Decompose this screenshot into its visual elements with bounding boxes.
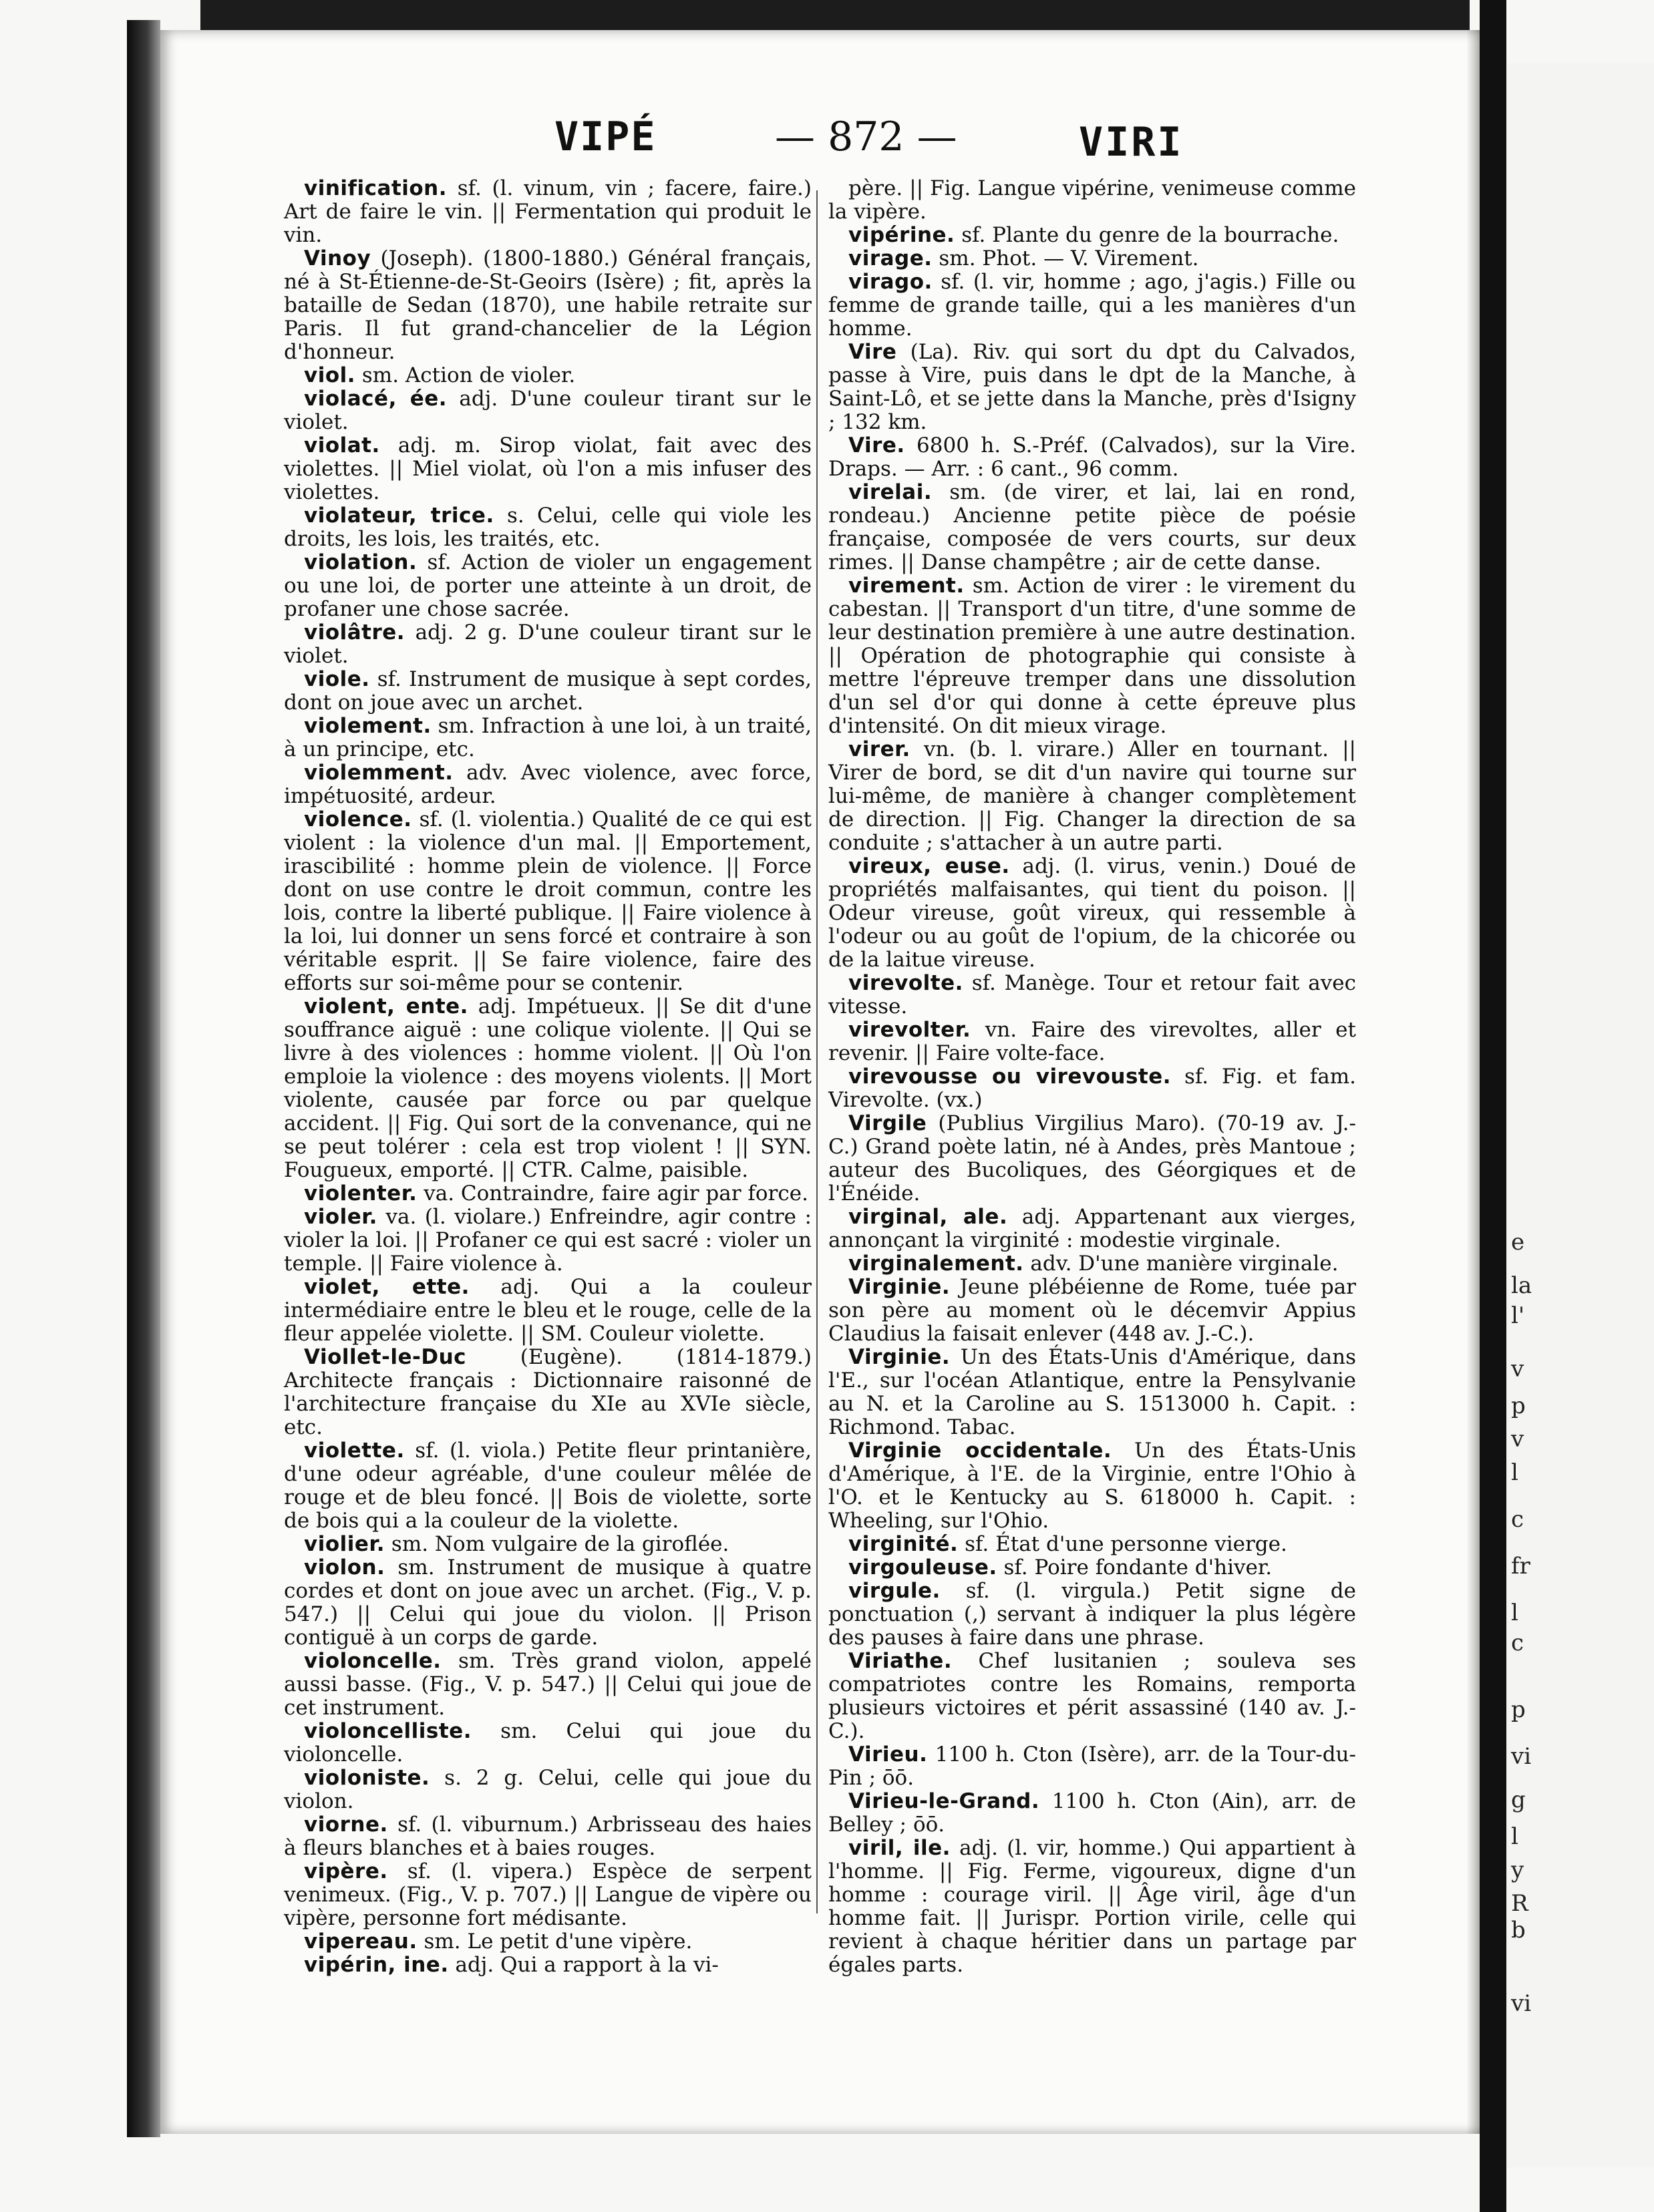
- entry-headword: virevousse ou virevouste.: [848, 1065, 1172, 1089]
- entry-definition: vn. Faire des virevoltes, aller et revenir. || Faire volte-face.: [828, 1018, 1356, 1065]
- entry-headword: vinification.: [304, 176, 448, 200]
- entry-definition: sm. Phot. — V. Virement.: [932, 246, 1199, 270]
- entry-headword: virevolte.: [848, 971, 963, 995]
- dictionary-entry: [284, 715, 812, 761]
- entry-headword: Vire.: [848, 433, 905, 457]
- entry-definition: adj. m. Sirop violat, fait avec des violettes. || Miel violat, où l'on a mis infuser des violettes.: [284, 433, 812, 504]
- dictionary-entry: [828, 1790, 1356, 1837]
- entry-definition: adj. 2 g. D'une couleur tirant sur le violet.: [284, 620, 812, 668]
- dictionary-entry: [828, 1439, 1356, 1533]
- dictionary-entry: [284, 808, 812, 995]
- entry-definition: adj. (l. virus, venin.) Doué de propriétés malfaisantes, qui tient du poison. || Odeur vireuse, goût vireux, qui ressemble à l'odeur ou au goût de l'opium, de la chicorée ou de la laitue vireuse.: [828, 854, 1356, 972]
- dictionary-entry: [284, 504, 812, 551]
- entry-headword: virement.: [848, 574, 965, 598]
- entry-definition: va. (l. violare.) Enfreindre, agir contre : violer la loi. || Profaner ce qui est sacré : violer un temple. || Faire violence à.: [284, 1205, 812, 1276]
- facing-page-fragment: la: [1511, 1272, 1532, 1299]
- dictionary-entry: [828, 341, 1356, 434]
- dictionary-entry: [284, 1860, 812, 1930]
- entry-headword: vipereau.: [304, 1929, 418, 1954]
- facing-page-fragment: vi: [1511, 1743, 1532, 1770]
- dictionary-entry: [284, 247, 812, 364]
- entry-headword: viol.: [304, 363, 356, 387]
- dictionary-entry: [284, 1556, 812, 1650]
- entry-definition: sf. (l. viburnum.) Arbrisseau des haies à fleurs blanches et à baies rouges.: [284, 1813, 812, 1860]
- entry-definition: 6800 h. S.-Préf. (Calvados), sur la Vire. Draps. — Arr. : 6 cant., 96 comm.: [828, 433, 1356, 481]
- entry-definition: sf. (l. vir, homme ; ago, j'agis.) Fille ou femme de grande taille, qui a les manières d'un homme.: [828, 270, 1356, 341]
- facing-page-fragment: e: [1511, 1229, 1525, 1256]
- dictionary-entry: [828, 1533, 1356, 1556]
- dictionary-entry: [828, 1019, 1356, 1065]
- entry-definition: (Publius Virgilius Maro). (70-19 av. J.-C.) Grand poète latin, né à Andes, près Mantoue ; auteur des Bucoliques, des Géorgiques et de l'Énéide.: [828, 1111, 1356, 1206]
- entry-headword: vipère.: [304, 1859, 388, 1883]
- entry-headword: vipérin, ine.: [304, 1953, 449, 1977]
- entry-headword: violateur, trice.: [304, 504, 494, 528]
- dictionary-entry: [284, 1206, 812, 1276]
- entry-definition: va. Contraindre, faire agir par force.: [417, 1181, 808, 1206]
- entry-definition: Un des États-Unis d'Amérique, à l'E. de la Virginie, entre l'Ohio à l'O. et le Kentucky au S. 618000 h. Capit. : Wheeling, sur l'Ohio.: [828, 1439, 1356, 1533]
- dictionary-entry: [284, 1720, 812, 1767]
- facing-page-fragment: fr: [1511, 1553, 1530, 1580]
- facing-page-fragment: p: [1511, 1393, 1526, 1419]
- dictionary-entry: [828, 1743, 1356, 1790]
- dictionary-entry: [828, 855, 1356, 972]
- facing-page-fragment: vi: [1511, 1990, 1532, 2017]
- dictionary-entry: [284, 434, 812, 504]
- entry-headword: violet, ette.: [304, 1275, 470, 1299]
- dictionary-entry: [828, 1346, 1356, 1439]
- facing-page-fragment: y: [1511, 1857, 1524, 1883]
- facing-page-fragment: c: [1511, 1506, 1524, 1533]
- entry-headword: viril, ile.: [848, 1836, 951, 1860]
- entry-definition: sf. (l. vinum, vin ; facere, faire.) Art de faire le vin. || Fermentation qui produit le vin.: [284, 176, 812, 247]
- entry-definition: s. 2 g. Celui, celle qui joue du violon.: [284, 1766, 812, 1813]
- entry-headword: Virginie.: [848, 1345, 951, 1369]
- book-top-edge: [200, 0, 1470, 30]
- dictionary-entry: [284, 1533, 812, 1556]
- entry-definition: sf. Action de violer un engagement ou une loi, de porter une atteinte à un droit, de profaner une chose sacrée.: [284, 550, 812, 621]
- dictionary-entry: [284, 1439, 812, 1533]
- entry-definition: Chef lusitanien ; souleva ses compatriotes contre les Romains, remporta plusieurs victoires et périt assassiné (140 av. J.-C.).: [828, 1649, 1356, 1743]
- facing-page-fragment: R: [1511, 1890, 1528, 1917]
- facing-page-fragment: g: [1511, 1787, 1526, 1813]
- entry-headword: vireux, euse.: [848, 854, 1010, 878]
- entry-definition: sm. Infraction à une loi, à un traité, à un principe, etc.: [284, 714, 812, 761]
- dictionary-entry: [284, 621, 812, 668]
- facing-page-fragment: p: [1511, 1696, 1526, 1723]
- entry-headword: Virieu.: [848, 1742, 928, 1767]
- entry-headword: violon.: [304, 1555, 385, 1580]
- entry-headword: violâtre.: [304, 620, 405, 644]
- entry-headword: violier.: [304, 1532, 385, 1556]
- entry-headword: virginal, ale.: [848, 1205, 1008, 1229]
- column-divider: [816, 190, 818, 1913]
- entry-headword: Virgile: [848, 1111, 927, 1135]
- dictionary-entry: [828, 270, 1356, 341]
- dictionary-entry: [828, 1556, 1356, 1580]
- entry-headword: viole.: [304, 667, 370, 691]
- entry-headword: violenter.: [304, 1181, 418, 1206]
- dictionary-entry: [828, 247, 1356, 270]
- entry-headword: virevolter.: [848, 1018, 971, 1042]
- entry-definition: vn. (b. l. virare.) Aller en tournant. || Virer de bord, se dit d'un navire qui tourne sur lui-même, de manière à changer complètement de direction. || Fig. Changer la direction de sa conduite ; s'attacher à un autre parti.: [828, 737, 1356, 855]
- entry-headword: violette.: [304, 1439, 405, 1463]
- entry-definition: adv. Avec violence, avec force, impétuosité, ardeur.: [284, 761, 812, 808]
- entry-definition: sf. (l. violentia.) Qualité de ce qui est violent : la violence d'un mal. || Emportement, irascibilité : homme plein de violence. || Force dont on use contre le droit commun, contre les lois, contre la liberté publique. || Faire violence à la loi, lui donner un sens forcé et contraire à son véritable esprit. || Se faire violence, faire des efforts sur soi-même pour se contenir.: [284, 807, 812, 995]
- entry-definition: sm. Celui qui joue du violoncelle.: [284, 1719, 812, 1767]
- entry-definition: (La). Riv. qui sort du dpt du Calvados, passe à Vire, puis dans le dpt de la Manche, à Saint-Lô, et se jette dans la Manche, près d'Isigny ; 132 km.: [828, 340, 1356, 434]
- entry-definition: père. || Fig. Langue vipérine, venimeuse comme la vipère.: [828, 176, 1356, 224]
- left-column: [284, 177, 812, 1977]
- dictionary-entry: [284, 1767, 812, 1813]
- entry-headword: viorne.: [304, 1813, 388, 1837]
- entry-definition: sf. Manège. Tour et retour fait avec vitesse.: [828, 971, 1356, 1019]
- entry-definition: adj. Appartenant aux vierges, annonçant la virginité : modestie virginale.: [828, 1205, 1357, 1252]
- entry-headword: virgouleuse.: [848, 1555, 997, 1580]
- dictionary-entry: [828, 1206, 1356, 1252]
- dictionary-entry: [284, 177, 812, 247]
- entry-headword: violoncelle.: [304, 1649, 442, 1673]
- entry-definition: sf. (l. viola.) Petite fleur printanière, d'une odeur agréable, d'une couleur mêlée de rouge et de bleu foncé. || Bois de violette, sorte de bois qui a la couleur de la violette.: [284, 1439, 812, 1533]
- facing-page-edge: [1506, 63, 1654, 2167]
- entry-headword: virage.: [848, 246, 933, 270]
- entry-headword: virelai.: [848, 480, 933, 504]
- entry-definition: sm. (de virer, et lai, lai en rond, rondeau.) Ancienne petite pièce de poésie française, composée de vers courts, sur deux rimes. || Danse champêtre ; air de cette danse.: [828, 480, 1356, 574]
- entry-headword: virgule.: [848, 1579, 941, 1603]
- entry-headword: Virginie occidentale.: [848, 1439, 1112, 1463]
- entry-definition: adj. Impétueux. || Se dit d'une souffrance aiguë : une colique violente. || Qui se livre à des violences : homme violent. || Où l'on emploie la violence : des moyens violents. || Mort violente, causée par force ou par quelque accident. || Fig. Qui sort de la convenance, qui ne se peut tolérer : cela est trop violent ! || SYN. Fougueux, emporté. || CTR. Calme, paisible.: [284, 994, 812, 1182]
- entry-definition: sm. Instrument de musique à quatre cordes et dont on joue avec un archet. (Fig., V. p. 547.) || Celui qui joue du violon. || Prison contiguë à un corps de garde.: [284, 1555, 812, 1650]
- entry-definition: adj. (l. vir, homme.) Qui appartient à l'homme. || Fig. Ferme, vigoureux, digne d'un homme : courage viril. || Âge viril, âge d'un homme fait. || Jurispr. Portion virile, celle qui revient à chaque héritier dans un partage par égales parts.: [828, 1836, 1356, 1977]
- entry-definition: s. Celui, celle qui viole les droits, les lois, les traités, etc.: [284, 504, 812, 551]
- entry-definition: sm. Le petit d'une vipère.: [417, 1929, 693, 1954]
- entry-definition: sm. Très grand violon, appelé aussi basse. (Fig., V. p. 547.) || Celui qui joue de cet instrument.: [284, 1649, 812, 1720]
- entry-definition: sf. (l. vipera.) Espèce de serpent venimeux. (Fig., V. p. 707.) || Langue de vipère ou vipère, personne fort médisante.: [284, 1859, 812, 1930]
- entry-definition: adv. D'une manière virginale.: [1023, 1252, 1339, 1276]
- entry-definition: (Eugène). (1814-1879.) Architecte français : Dictionnaire raisonné de l'architecture française du XIe au XVIe siècle, etc.: [284, 1345, 812, 1439]
- entry-headword: Virieu-le-Grand.: [848, 1789, 1040, 1813]
- dictionary-entry: [828, 1580, 1356, 1650]
- dictionary-entry: [828, 1650, 1356, 1743]
- entry-definition: sf. Instrument de musique à sept cordes, dont on joue avec un archet.: [284, 667, 812, 715]
- entry-headword: violemment.: [304, 761, 454, 785]
- entry-definition: 1100 h. Cton (Ain), arr. de Belley ; ōō.: [828, 1789, 1356, 1837]
- entry-headword: Viriathe.: [848, 1649, 953, 1673]
- entry-headword: virginité.: [848, 1532, 959, 1556]
- entry-headword: virer.: [848, 737, 911, 761]
- facing-page-fragment: l: [1511, 1459, 1518, 1486]
- entry-definition: sf. Poire fondante d'hiver.: [997, 1555, 1273, 1580]
- entry-definition: (Joseph). (1800-1880.) Général français, né à St-Étienne-de-St-Geoirs (Isère) ; fit, après la bataille de Sedan (1870), une habile retraite sur Paris. Il fut grand-chancelier de la Légion d'honneur.: [284, 246, 812, 364]
- facing-page-fragment: c: [1511, 1630, 1524, 1656]
- book-spine-shadow: [127, 20, 160, 2137]
- dictionary-entry: [828, 574, 1356, 738]
- dictionary-entry: [828, 177, 1356, 224]
- dictionary-entry: [284, 1346, 812, 1439]
- entry-headword: violence.: [304, 807, 412, 832]
- entry-definition: 1100 h. Cton (Isère), arr. de la Tour-du-Pin ; ōō.: [828, 1742, 1356, 1790]
- facing-page-fragment: l': [1511, 1302, 1525, 1329]
- dictionary-entry: [828, 738, 1356, 855]
- entry-definition: sm. Action de virer : le virement du cabestan. || Transport d'un titre, d'une somme de leur destination première à une autre destination. || Opération de photographie qui consiste à mettre l'épreuve tremper dans une dissolution d'un sel d'or qui donne à cette épreuve plus d'intensité. On dit mieux virage.: [828, 574, 1356, 738]
- entry-headword: vipérine.: [848, 223, 955, 247]
- entry-definition: adj. D'une couleur tirant sur le violet.: [284, 387, 812, 434]
- dictionary-entry: [284, 551, 812, 621]
- dictionary-entry: [284, 995, 812, 1182]
- entry-headword: violation.: [304, 550, 418, 574]
- dictionary-entry: [284, 364, 812, 387]
- facing-page-fragment: v: [1511, 1426, 1524, 1453]
- entry-headword: violement.: [304, 714, 432, 738]
- facing-page-fragment: v: [1511, 1356, 1524, 1382]
- entry-definition: sf. Plante du genre de la bourrache.: [955, 223, 1339, 247]
- entry-headword: violoncelliste.: [304, 1719, 472, 1743]
- dictionary-entry: [284, 1954, 812, 1977]
- facing-page-fragment: b: [1511, 1917, 1526, 1944]
- dictionary-entry: [284, 1650, 812, 1720]
- dictionary-entry: [828, 224, 1356, 247]
- entry-definition: sm. Action de violer.: [355, 363, 576, 387]
- entry-headword: violer.: [304, 1205, 377, 1229]
- dictionary-entry: [284, 1182, 812, 1206]
- entry-definition: adj. Qui a rapport à la vi-: [448, 1953, 719, 1977]
- entry-headword: Viollet-le-Duc: [304, 1345, 467, 1369]
- entry-headword: violacé, ée.: [304, 387, 448, 411]
- entry-headword: violat.: [304, 433, 380, 457]
- running-header: [160, 107, 1480, 174]
- dictionary-entry: [828, 972, 1356, 1019]
- dictionary-entry: [828, 434, 1356, 481]
- entry-definition: Jeune plébéienne de Rome, tuée par son père au moment où le décemvir Appius Claudius la faisait enlever (448 av. J.-C.).: [828, 1275, 1356, 1346]
- dictionary-entry: [284, 1930, 812, 1954]
- guide-word-left: VIPÉ: [554, 114, 657, 160]
- entry-headword: virginalement.: [848, 1252, 1024, 1276]
- dictionary-entry: [828, 1252, 1356, 1276]
- dictionary-entry: [828, 1065, 1356, 1112]
- entry-headword: Vire: [848, 340, 897, 364]
- dictionary-entry: [284, 1276, 812, 1346]
- page-number: — 872 —: [775, 114, 957, 160]
- dictionary-entry: [828, 481, 1356, 574]
- entry-definition: Un des États-Unis d'Amérique, dans l'E., sur l'océan Atlantique, entre la Pensylvanie au N. et la Caroline au S. 1513000 h. Capit. : Richmond. Tabac.: [828, 1345, 1356, 1439]
- gutter-shadow: [1466, 30, 1481, 2134]
- right-column: [828, 177, 1356, 1977]
- dictionary-entry: [284, 668, 812, 715]
- facing-page-fragment: l: [1511, 1600, 1518, 1626]
- dictionary-entry: [284, 1813, 812, 1860]
- guide-word-right: VIRI: [1079, 119, 1184, 166]
- entry-headword: Vinoy: [304, 246, 371, 270]
- entry-definition: adj. Qui a la couleur intermédiaire entre le bleu et le rouge, celle de la fleur appelée violette. || SM. Couleur violette.: [284, 1275, 812, 1346]
- entry-definition: sm. Nom vulgaire de la giroflée.: [385, 1532, 729, 1556]
- dictionary-entry: [284, 387, 812, 434]
- entry-headword: virago.: [848, 270, 933, 294]
- facing-page-fragment: l: [1511, 1823, 1518, 1850]
- entry-definition: sf. État d'une personne vierge.: [958, 1532, 1287, 1556]
- dictionary-entry: [828, 1112, 1356, 1206]
- entry-definition: sf. Fig. et fam. Virevolte. (vx.): [828, 1065, 1356, 1112]
- dictionary-entry: [828, 1276, 1356, 1346]
- entry-headword: violoniste.: [304, 1766, 430, 1790]
- gutter: [1480, 0, 1506, 2212]
- entry-headword: violent, ente.: [304, 994, 468, 1019]
- entry-definition: sf. (l. virgula.) Petit signe de ponctuation (,) servant à indiquer la plus légère des pauses à faire dans une phrase.: [828, 1579, 1356, 1650]
- entry-headword: Virginie.: [848, 1275, 951, 1299]
- dictionary-entry: [284, 761, 812, 808]
- dictionary-entry: [828, 1837, 1356, 1977]
